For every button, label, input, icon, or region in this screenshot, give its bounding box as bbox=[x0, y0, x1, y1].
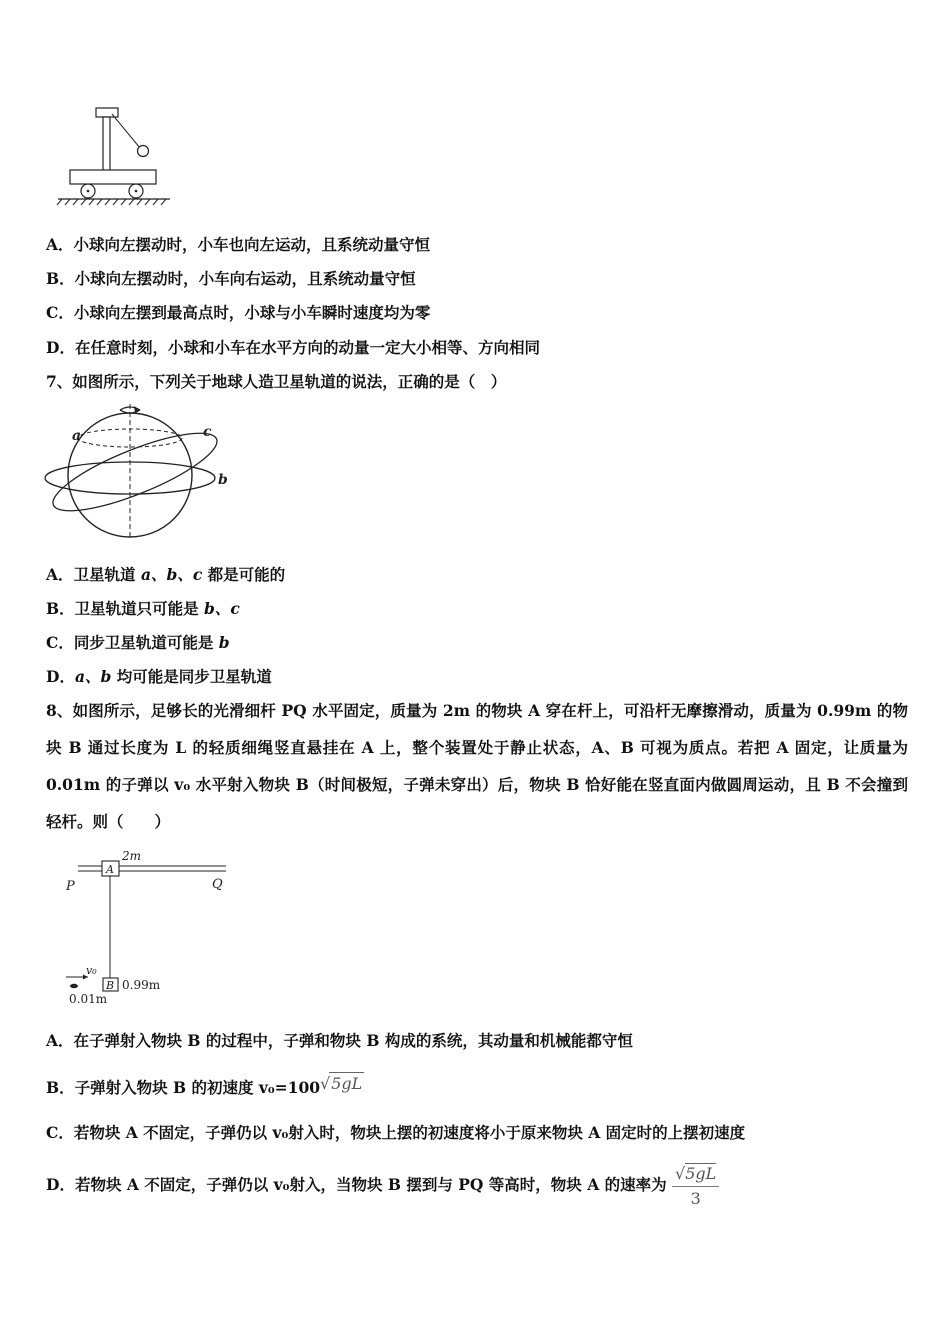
q7-option-d-vars: a、b bbox=[74, 667, 112, 686]
fraction-denominator: 3 bbox=[690, 1188, 701, 1208]
q7-option-a-vars: a、b、c bbox=[140, 565, 203, 584]
block-a-label: A bbox=[106, 863, 114, 876]
q8-option-c: C．若物块 A 不固定，子弹仍以 v₀射入时，物块上摆的初速度将小于原来物块 A 固定时的上摆初速度 bbox=[46, 1123, 746, 1142]
point-p-label: P bbox=[66, 879, 75, 894]
block-b-label: B bbox=[106, 979, 115, 992]
q7-option-c-prefix: C．同步卫星轨道可能是 bbox=[46, 633, 219, 652]
q7-option-b-prefix: B．卫星轨道只可能是 bbox=[46, 599, 204, 618]
q8-option-d-radicand: 5gL bbox=[685, 1163, 717, 1183]
q6-option-a: A．小球向左摆动时，小车也向左运动，且系统动量守恒 bbox=[46, 235, 431, 254]
v0-label: v₀ bbox=[86, 964, 97, 977]
bullet-mass-label: 0.01m bbox=[69, 992, 108, 1006]
q8-option-d bbox=[46, 1160, 719, 1210]
q7-option-d bbox=[46, 666, 272, 688]
q7-option-d-suffix: 均可能是同步卫星轨道 bbox=[111, 667, 272, 686]
q7-option-a-prefix: A．卫星轨道 bbox=[46, 565, 141, 584]
q8-option-b-radicand: 5gL bbox=[331, 1074, 363, 1093]
fraction-numerator: √5gL bbox=[672, 1164, 719, 1187]
orbit-label-c: c bbox=[203, 424, 212, 440]
orbit-label-a: a bbox=[72, 428, 82, 444]
q8-option-d-text: D．若物块 A 不固定，子弹仍以 v₀射入，当物块 B 摆到与 PQ 等高时，物块 A 的速率为 bbox=[46, 1175, 667, 1194]
orbit-label-b: b bbox=[218, 472, 228, 488]
q6-option-c: C．小球向左摆到最高点时，小球与小车瞬时速度均为零 bbox=[46, 303, 431, 322]
q7-option-b-vars: b、c bbox=[204, 599, 240, 618]
q7-stem: 7、如图所示，下列关于地球人造卫星轨道的说法，正确的是（ ） bbox=[46, 372, 507, 391]
q8-option-b-text: B．子弹射入物块 B 的初速度 v₀=100 bbox=[46, 1078, 321, 1097]
q7-option-a-suffix: 都是可能的 bbox=[202, 565, 286, 584]
point-q-label: Q bbox=[212, 877, 223, 892]
mass-b-label: 0.99m bbox=[122, 978, 161, 992]
figure-cart-pendulum bbox=[52, 104, 182, 212]
q8-stem: 8、如图所示，足够长的光滑细杆 PQ 水平固定，质量为 2m 的物块 A 穿在杆上，可沿杆无摩擦滑动，质量为 0.99m 的物块 B 通过长度为 L 的轻质细绳竖直悬挂在 A 上，整个装置处于静止状态，A、B 可视为质点。若把 A 固定，让质量为 0.01m 的子弹以 v₀ 水平射入物块 B（时间极短，子弹未穿出）后，物块 B 恰好能在竖直面内做圆周运动，且 B 不会撞到轻杆。则（ ） bbox=[46, 701, 908, 831]
figure-satellite-orbits bbox=[40, 400, 240, 544]
q7-option-d-prefix: D． bbox=[46, 667, 75, 686]
sqrt-expression: √5gL bbox=[320, 1074, 363, 1093]
fraction-expression bbox=[672, 1164, 719, 1209]
q7-option-b bbox=[46, 598, 240, 620]
q6-option-d: D．在任意时刻，小球和小车在水平方向的动量一定大小相等、方向相同 bbox=[46, 338, 540, 357]
figure-rod-blocks bbox=[60, 846, 240, 1006]
q7-option-c-vars: b bbox=[218, 633, 230, 652]
q7-option-a bbox=[46, 564, 285, 586]
q8-option-a: A．在子弹射入物块 B 的过程中，子弹和物块 B 构成的系统，其动量和机械能都守恒 bbox=[46, 1031, 633, 1050]
q7-option-c bbox=[46, 632, 230, 654]
mass-a-label: 2m bbox=[122, 849, 142, 863]
q6-option-b: B．小球向左摆动时，小车向右运动，且系统动量守恒 bbox=[46, 269, 416, 288]
q8-option-b bbox=[46, 1072, 364, 1099]
